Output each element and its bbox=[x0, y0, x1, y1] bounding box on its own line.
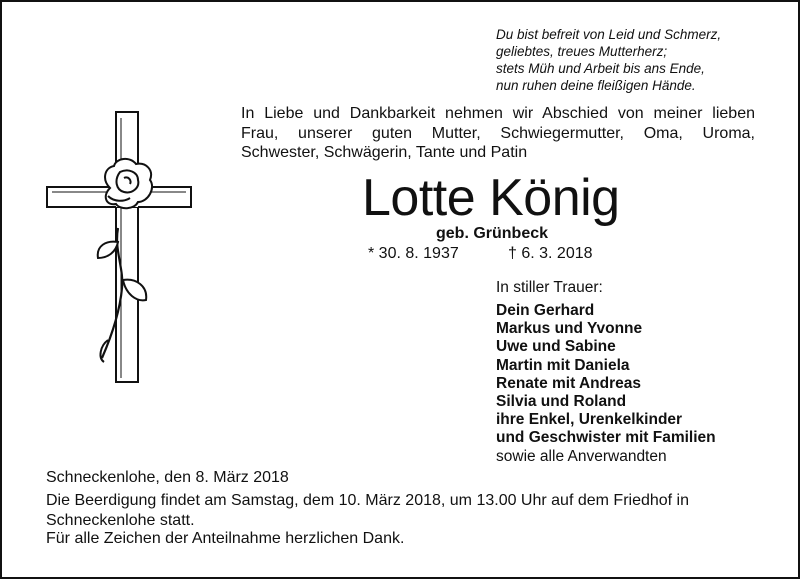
list-item: Dein Gerhard bbox=[496, 302, 595, 319]
list-item: Martin mit Daniela bbox=[496, 356, 630, 374]
birth-date: * 30. 8. 1937 bbox=[368, 245, 459, 262]
mourning-label: In stiller Trauer: bbox=[496, 279, 603, 296]
list-item: ihre Enkel, Urenkelkinder bbox=[496, 411, 683, 429]
mourners-list bbox=[496, 302, 716, 448]
poem bbox=[496, 26, 766, 94]
intro-line: In Liebe und Dankbarkeit nehmen wir Abschied von meiner lieben bbox=[241, 105, 755, 122]
poem-line: Du bist befreit von Leid und Schmerz, bbox=[496, 27, 722, 42]
mourners-extra: sowie alle Anverwandten bbox=[496, 448, 667, 465]
poem-line: nun ruhen deine fleißigen Hände. bbox=[496, 78, 696, 93]
list-item: Renate mit Andreas bbox=[496, 374, 641, 392]
list-item: Uwe und Sabine bbox=[496, 338, 616, 356]
cross-with-rose-icon bbox=[44, 110, 194, 386]
intro-text bbox=[241, 104, 755, 163]
list-item: Silvia und Roland bbox=[496, 393, 627, 411]
deceased-name: Lotte König bbox=[362, 169, 620, 227]
maiden-name: geb. Grünbeck bbox=[436, 225, 549, 242]
place-date: Schneckenlohe, den 8. März 2018 bbox=[46, 469, 289, 486]
intro-line: Schwester, Schwägerin, Tante und Patin bbox=[241, 144, 528, 161]
death-date: † 6. 3. 2018 bbox=[508, 245, 593, 262]
poem-line: stets Müh und Arbeit bis ans Ende, bbox=[496, 61, 705, 76]
thanks-text: Für alle Zeichen der Anteilnahme herzlichen Dank. bbox=[46, 530, 405, 547]
list-item: und Geschwister mit Familien bbox=[496, 429, 716, 447]
funeral-info: Die Beerdigung findet am Samstag, dem 10. März 2018, um 13.00 Uhr auf dem Friedhof in Schneckenlohe statt. bbox=[46, 492, 690, 529]
poem-line: geliebtes, treues Mutterherz; bbox=[496, 44, 668, 59]
list-item: Markus und Yvonne bbox=[496, 320, 643, 338]
intro-line: Frau, unserer guten Mutter, Schwiegermutter, Oma, Uroma, bbox=[241, 124, 755, 142]
